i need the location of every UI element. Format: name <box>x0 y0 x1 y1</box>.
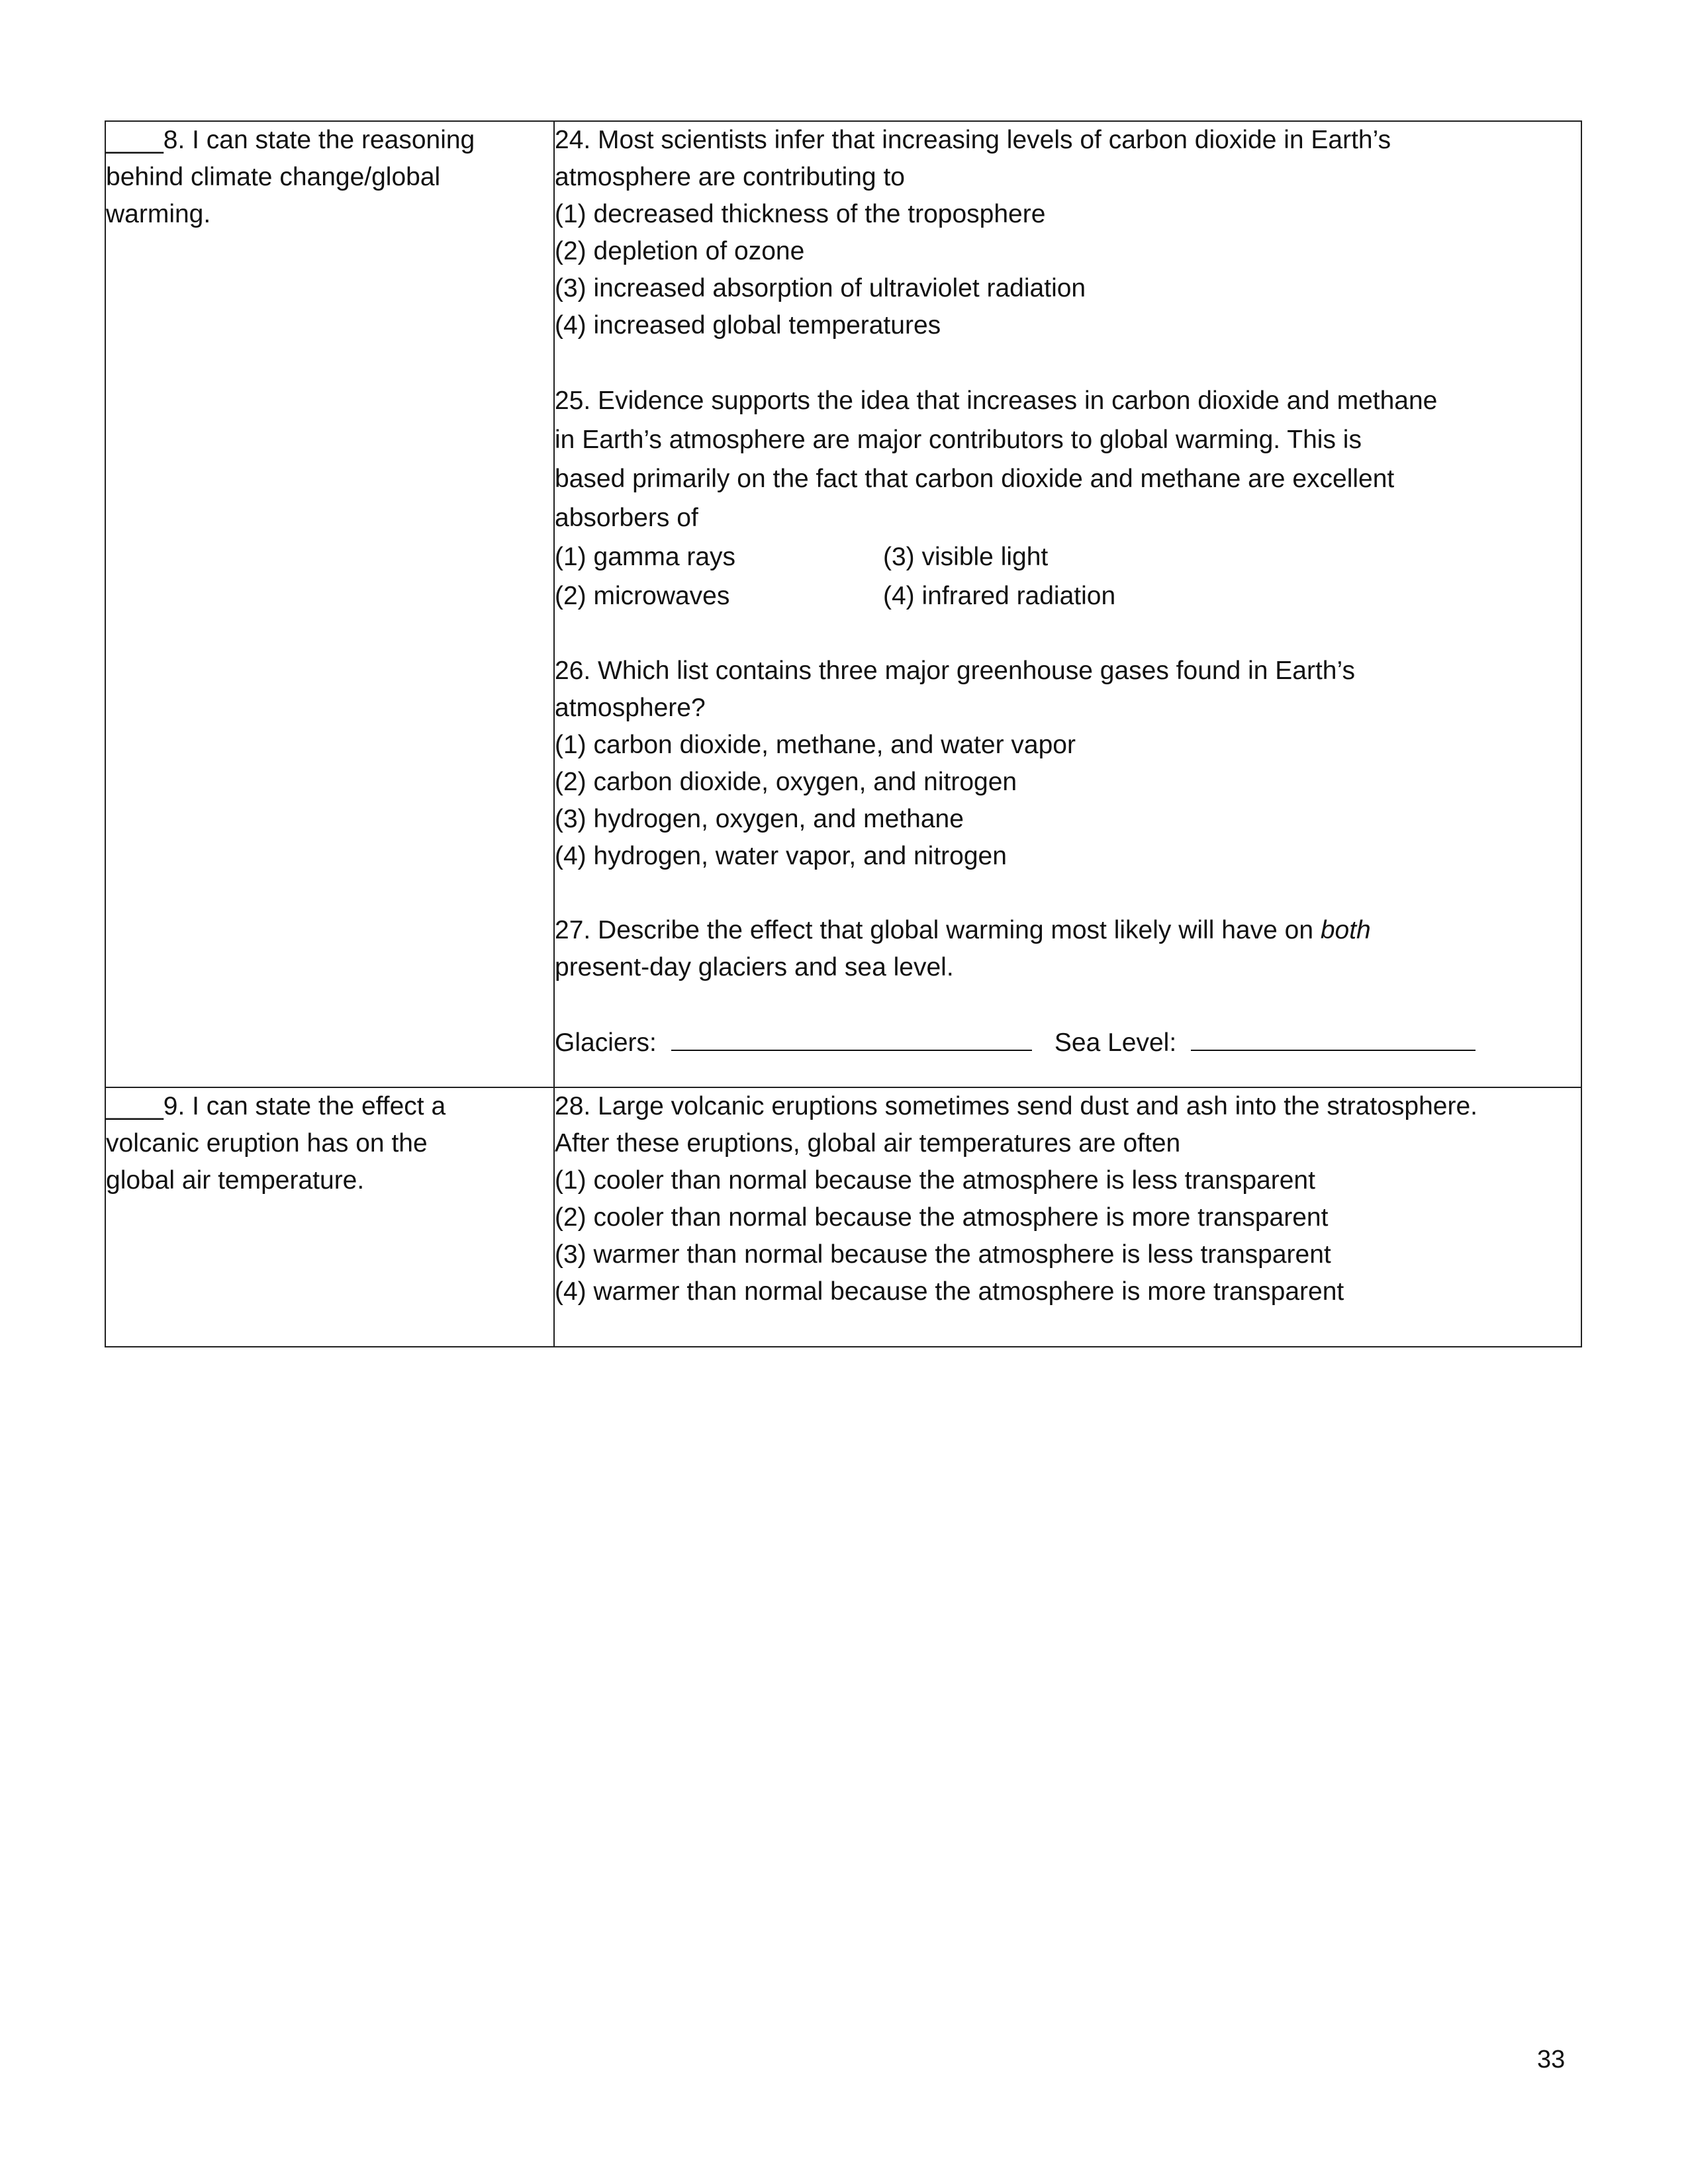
question-stem: 28. Large volcanic eruptions sometimes send dust and ash into the stratosphere. <box>555 1092 1477 1120</box>
answer-line <box>555 1023 1581 1062</box>
answer-choice: (4) infrared radiation <box>883 582 1116 610</box>
emphasis-both: both <box>1320 916 1371 944</box>
question-stem: atmosphere? <box>555 694 706 722</box>
answer-choice: (1) cooler than normal because the atmosphere is less transparent <box>555 1166 1315 1195</box>
answer-choice-row <box>555 576 1581 615</box>
answer-choice: (3) increased absorption of ultraviolet radiation <box>555 274 1086 302</box>
question-stem: 26. Which list contains three major greenhouse gases found in Earth’s <box>555 657 1355 685</box>
question-stem: After these eruptions, global air temperatures are often <box>555 1129 1181 1158</box>
table-row <box>105 121 1581 1087</box>
answer-choice: (3) visible light <box>883 543 1049 571</box>
objective-line: behind climate change/global <box>106 163 441 191</box>
objective-line: ____9. I can state the effect a <box>106 1092 446 1120</box>
question-stem: 25. Evidence supports the idea that increases in carbon dioxide and methane <box>555 387 1438 415</box>
answer-choice: (3) hydrogen, oxygen, and methane <box>555 805 964 833</box>
objective-cell <box>105 121 554 1087</box>
answer-choice: (3) warmer than normal because the atmosphere is less transparent <box>555 1240 1331 1269</box>
question-stem: 27. Describe the effect that global warming most likely will have on both <box>555 916 1371 944</box>
question-stem: in Earth’s atmosphere are major contributors to global warming. This is <box>555 426 1362 454</box>
checkoff-blank[interactable]: ____ <box>106 126 164 154</box>
objectives-table <box>105 120 1582 1347</box>
glaciers-label: Glaciers: <box>555 1028 657 1057</box>
answer-choice: (2) microwaves <box>555 582 730 610</box>
objective-line: global air temperature. <box>106 1166 365 1195</box>
answer-choice: (4) increased global temperatures <box>555 311 941 340</box>
question-stem: present-day glaciers and sea level. <box>555 953 954 981</box>
answer-choice: (1) gamma rays <box>555 543 736 571</box>
question-27 <box>555 912 1581 1062</box>
answer-choice: (4) hydrogen, water vapor, and nitrogen <box>555 842 1007 870</box>
checkoff-blank[interactable]: ____ <box>106 1092 164 1120</box>
question-25 <box>555 381 1581 615</box>
objective-line: ____8. I can state the reasoning <box>106 126 475 154</box>
question-28 <box>555 1088 1581 1310</box>
objective-line: volcanic eruption has on the <box>106 1129 428 1158</box>
sea-level-label: Sea Level: <box>1054 1028 1177 1057</box>
answer-choice: (2) carbon dioxide, oxygen, and nitrogen <box>555 768 1017 796</box>
objective-line: warming. <box>106 200 211 228</box>
question-stem: 24. Most scientists infer that increasing levels of carbon dioxide in Earth’s <box>555 126 1391 154</box>
answer-choice: (1) decreased thickness of the troposphere <box>555 200 1046 228</box>
answer-choice: (2) depletion of ozone <box>555 237 805 265</box>
answer-choice-row <box>555 537 1581 576</box>
questions-cell <box>554 1087 1581 1347</box>
answer-choice: (4) warmer than normal because the atmosphere is more transparent <box>555 1277 1344 1306</box>
glaciers-answer-blank[interactable] <box>671 1023 1032 1051</box>
question-26 <box>555 653 1581 875</box>
objective-cell <box>105 1087 554 1347</box>
sea-level-answer-blank[interactable] <box>1191 1023 1476 1051</box>
page-number: 33 <box>1537 2046 1566 2073</box>
question-stem: based primarily on the fact that carbon dioxide and methane are excellent <box>555 465 1395 493</box>
table-row <box>105 1087 1581 1347</box>
questions-cell <box>554 121 1581 1087</box>
answer-choice: (1) carbon dioxide, methane, and water vapor <box>555 731 1076 759</box>
question-24 <box>555 122 1581 344</box>
answer-choice: (2) cooler than normal because the atmosphere is more transparent <box>555 1203 1329 1232</box>
question-stem: absorbers of <box>555 504 698 532</box>
question-stem: atmosphere are contributing to <box>555 163 905 191</box>
